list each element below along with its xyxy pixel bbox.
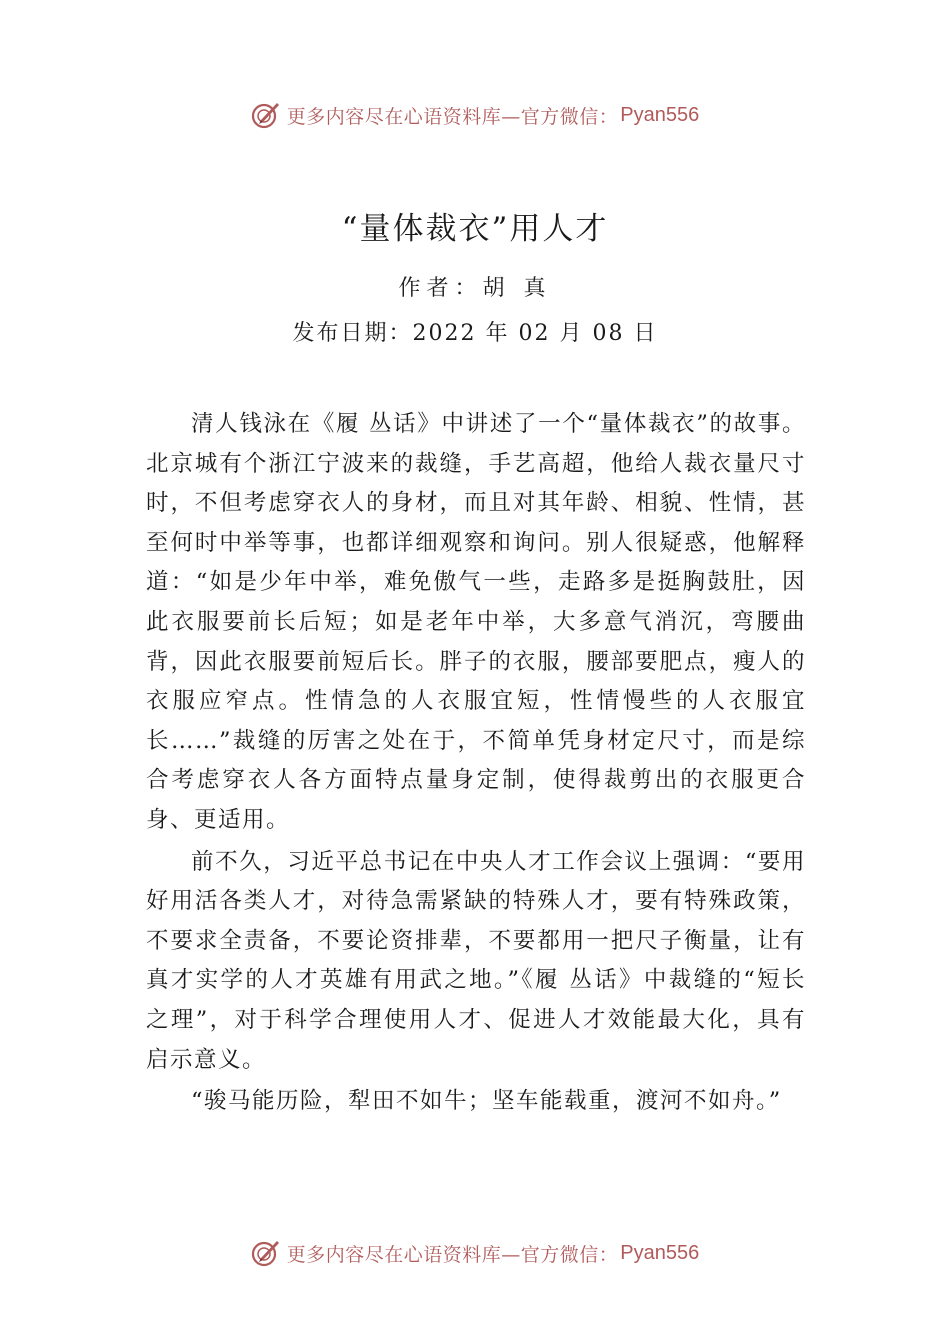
pen-logo-icon [251,1238,281,1268]
banner-wechat-handle: Pyan556 [620,103,700,126]
article-title: “量体裁衣”用人才 [341,211,609,247]
banner-text: 更多内容尽在心语资料库—官方微信： [286,1243,619,1266]
article-author: 作者：胡 真 [398,276,552,301]
pen-logo-icon [251,100,281,130]
header-watermark-banner [0,95,950,135]
article-paragraph-3: “骏马能历险，犁田不如牛；坚车能载重，渡河不如舟。” [191,1088,782,1115]
publish-date: 发布日期：2022 年 02 月 08 日 [292,321,658,346]
article-body [146,405,806,1124]
banner-wechat-handle: Pyan556 [620,1241,700,1264]
article-paragraph-1: 清人钱泳在《履 丛话》中讲述了一个“量体裁衣”的故事。北京城有个浙江宁波来的裁缝，手艺高超，他给人裁衣量尺寸时，不但考虑穿衣人的身材，而且对其年龄、相貌、性情，甚至何时中举等事，也都详细观察和询问。别人很疑惑，他解释道：“如是少年中举，难免傲气一些，走路多是挺胸鼓肚，因此衣服要前长后短；如是老年中举，大多意气消沉，弯腰曲背，因此衣服要前短后长。胖子的衣服，腰部要肥点，瘦人的衣服应窄点。性情急的人衣服宜短，性情慢些的人衣服宜长……”裁缝的厉害之处在于，不简单凭身材定尺寸，而是综合考虑穿衣人各方面特点量身定制，使得裁剪出的衣服更合身、更适用。 [146,411,806,833]
article-paragraph-2: 前不久，习近平总书记在中央人才工作会议上强调：“要用好用活各类人才，对待急需紧缺的特殊人才，要有特殊政策，不要求全责备，不要论资排辈，不要都用一把尺子衡量，让有真才实学的人才英雄有用武之地。”《履 丛话》中裁缝的“短长之理”，对于科学合理使用人才、促进人才效能最大化，具有启示意义。 [146,848,806,1073]
banner-text: 更多内容尽在心语资料库—官方微信： [286,105,619,128]
footer-watermark-banner [0,1233,950,1273]
